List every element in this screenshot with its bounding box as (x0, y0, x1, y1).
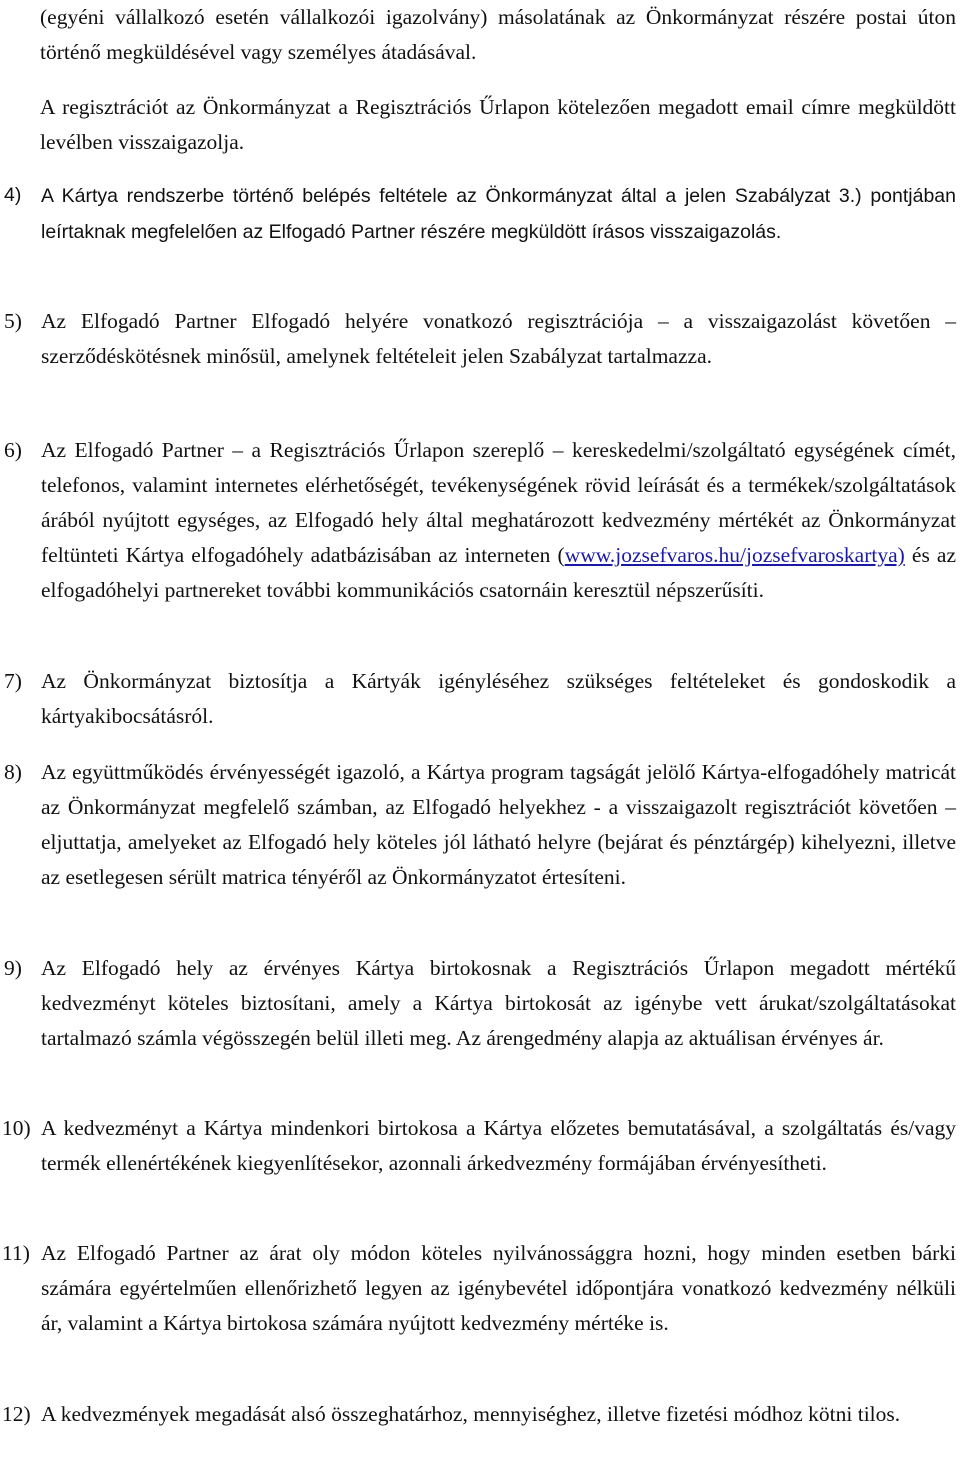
item-text-before-link: Az Elfogadó Partner – a Regisztrációs Űrlapon szereplő – kereskedelmi/szolgáltató egységének címét, telefonos, valamint internetes elérhetőségét, tevékenységének rövid leírását és a termékek/szolgáltatások árából nyújtott egységes, az Elfogadó hely által meghatározott kedvezmény mértékét az Önkormányzat feltünteti Kártya elfogadóhely adatbázisában az interneten ( (41, 438, 956, 567)
item-number: 7) (4, 669, 22, 693)
list-item-8 (0, 755, 960, 895)
item-number: 12) (2, 1402, 31, 1426)
intro-continuation: (egyéni vállalkozó esetén vállalkozói igazolvány) másolatának az Önkormányzat részére postai úton történő megküldésével vagy személyes átadásával. (40, 5, 956, 64)
list-item-4 (0, 178, 960, 250)
list-item-6 (0, 433, 960, 608)
item-text: A kedvezményt a Kártya mindenkori birtokosa a Kártya előzetes bemutatásával, a szolgáltatás és/vagy termék ellenértékének kiegyenlítésekor, azonnali árkedvezmény formájában érvényesítheti. (41, 1116, 956, 1175)
item-text: Az Önkormányzat biztosítja a Kártyák igényléséhez szükséges feltételeket és gondoskodik a kártyakibocsátásról. (41, 669, 956, 728)
intro-confirmation: A regisztrációt az Önkormányzat a Regisztrációs Űrlapon kötelezően megadott email címre megküldött levélben visszaigazolja. (40, 95, 956, 154)
list-item-7 (0, 664, 960, 734)
item-text: A kedvezmények megadását alsó összeghatárhoz, mennyiséghez, illetve fizetési módhoz kötni tilos. (41, 1402, 901, 1426)
item-number: 6) (4, 438, 22, 462)
item-number: 10) (2, 1116, 31, 1140)
item-number: 11) (2, 1241, 30, 1265)
list-item-12 (0, 1397, 960, 1432)
list-item-11 (0, 1236, 960, 1341)
item-text: Az Elfogadó hely az érvényes Kártya birtokosnak a Regisztrációs Űrlapon megadott mértékű kedvezményt köteles biztosítani, amely a Kártya birtokosát az igénybe vett árukat/szolgáltatásokat tartalmazó számla végösszegén belül illeti meg. Az árengedmény alapja az aktuálisan érvényes ár. (41, 956, 956, 1050)
item-number: 9) (4, 956, 22, 980)
item-text-after-link: és az elfogadóhelyi partnereket további kommunikációs csatornáin keresztül népszerűsíti. (41, 543, 956, 602)
item-text: Az Elfogadó Partner Elfogadó helyére vonatkozó regisztrációja – a visszaigazolást követően – szerződéskötésnek minősül, amelynek feltételeit jelen Szabályzat tartalmazza. (41, 309, 956, 368)
item-text: A Kártya rendszerbe történő belépés feltétele az Önkormányzat által a jelen Szabályzat 3.) pontjában leírtaknak megfelelően az Elfogadó Partner részére megküldött írásos visszaigazolás. (41, 185, 956, 243)
item-number: 4) (4, 184, 22, 206)
list-item-10 (0, 1111, 960, 1181)
list-item-5 (0, 304, 960, 374)
item-number: 8) (4, 760, 22, 784)
item-text: Az együttműködés érvényességét igazoló, a Kártya program tagságát jelölő Kártya-elfogadóhely matricát az Önkormányzat megfelelő számban, az Elfogadó helyekhez - a visszaigazolt regisztrációt követően – eljuttatja, amelyeket az Elfogadó hely köteles jól látható helyre (bejárat és pénztárgép) kihelyezni, illetve az esetlegesen sérült matrica tényéről az Önkormányzatot értesíteni. (41, 760, 956, 889)
item-text: Az Elfogadó Partner az árat oly módon köteles nyilvánossággra hozni, hogy minden esetben bárki számára egyértelműen ellenőrizhető legyen az igénybevétel időpontjára vonatkozó kedvezmény nélküli ár, valamint a Kártya birtokosa számára nyújtott kedvezmény mértéke is. (41, 1241, 956, 1335)
list-item-9 (0, 951, 960, 1056)
item-number: 5) (4, 309, 22, 333)
jozsefvaros-kartya-link[interactable]: www.jozsefvaros.hu/jozsefvaroskartya) (564, 543, 905, 567)
